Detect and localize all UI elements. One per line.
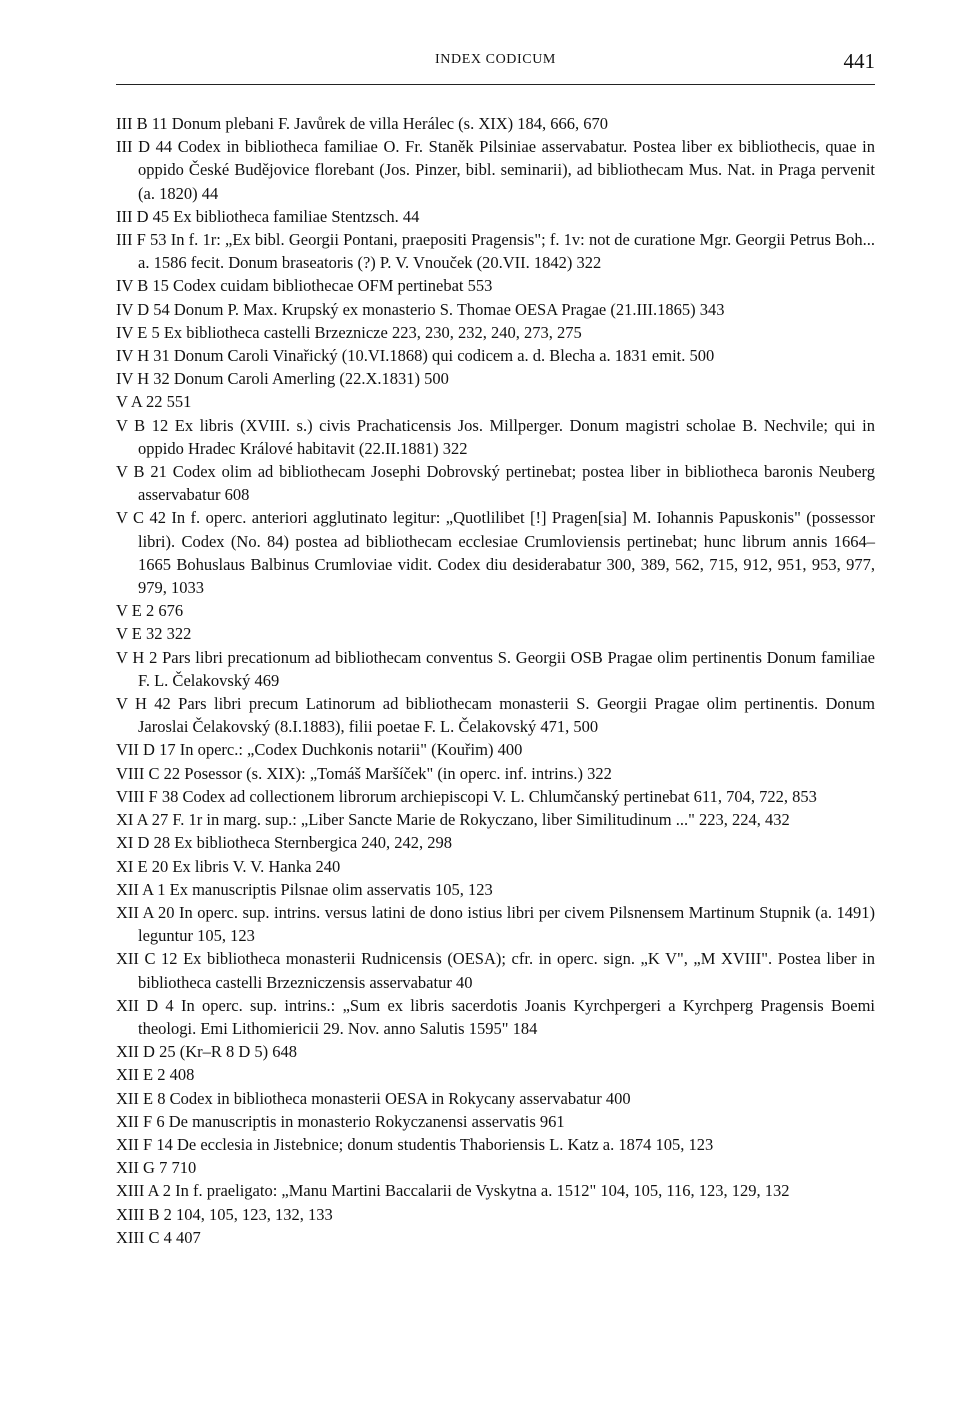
index-entry: XII E 8 Codex in bibliotheca monasterii OESA in Rokycany asservabatur 400 — [116, 1088, 631, 1108]
index-entry: VIII C 22 Posessor (s. XIX): „Tomáš Maršíček" (in operc. inf. intrins.) 322 — [116, 763, 612, 783]
index-entry: XIII A 2 In f. praeligato: „Manu Martini Baccalarii de Vyskytna a. 1512" 104, 105, 116, 123, 129, 132 — [116, 1181, 790, 1201]
index-entry: IV H 31 Donum Caroli Vinařický (10.VI.1868) qui codicem a. d. Blecha a. 1831 emit. 500 — [116, 346, 715, 366]
index-entry: XII D 4 In operc. sup. intrins.: „Sum ex libris sacerdotis Joanis Kyrchpergeri a Kyrchperg Pragensis Boemi theologi. Emi Lithomiericii 29. Nov. anno Salutis 1595" 184 — [116, 995, 875, 1038]
index-entry: XI D 28 Ex bibliotheca Sternbergica 240, 242, 298 — [116, 833, 453, 853]
index-entry: XII D 25 (Kr–R 8 D 5) 648 — [116, 1042, 298, 1062]
index-entry: III D 45 Ex bibliotheca familiae Stentzsch. 44 — [116, 206, 420, 226]
index-entry: IV E 5 Ex bibliotheca castelli Brzeznicze 223, 230, 232, 240, 273, 275 — [116, 322, 582, 342]
index-entry: IV H 32 Donum Caroli Amerling (22.X.1831) 500 — [116, 369, 449, 389]
index-entry: III B 11 Donum plebani F. Javůrek de villa Herálec (s. XIX) 184, 666, 670 — [116, 114, 609, 133]
index-entry: IV B 15 Codex cuidam bibliothecae OFM pertinebat 553 — [116, 276, 493, 296]
index-entry: III F 53 In f. 1r: „Ex bibl. Georgii Pontani, praepositi Pragensis"; f. 1v: not de curatione Mgr. Georgii Petrus Boh... a. 1586 fecit. Donum braseatoris (?) P. V. Vnouček (20.VII. 1842) 322 — [116, 230, 875, 273]
index-entry: VII D 17 In operc.: „Codex Duchkonis notarii" (Kouřim) 400 — [116, 740, 523, 760]
header-rule — [116, 84, 875, 85]
page-number: 441 — [843, 49, 875, 73]
index-entry: XIII B 2 104, 105, 123, 132, 133 — [116, 1204, 333, 1224]
index-entry: XII G 7 710 — [116, 1158, 197, 1178]
index-entry: V C 42 In f. operc. anteriori agglutinato legitur: „Quotlilibet [!] Pragen[sia] M. Iohannis Papuskonis" (possessor libri). Codex (No. 84) postea ad bibliothecam ecclesiae Crumloviensis pertinebat; hunc librum annis 1664–1665 Bohuslaus Balbinus Crumloviae vidit. Codex diu desiderabatur 300, 389, 562, 715, 912, 951, 953, 977, 979, 1033 — [116, 508, 875, 598]
index-entry: V H 2 Pars libri precationum ad bibliothecam conventus S. Georgii OSB Pragae olim pertinentis Donum familiae F. L. Čelakovský 469 — [116, 647, 875, 690]
index-entry: VIII F 38 Codex ad collectionem librorum archiepiscopi V. L. Chlumčanský pertinebat 611, 704, 722, 853 — [116, 786, 817, 806]
index-entry: XII F 6 De manuscriptis in monasterio Rokyczanensi asservatis 961 — [116, 1111, 565, 1131]
index-entry: XIII C 4 407 — [116, 1227, 201, 1247]
page-header — [116, 50, 875, 82]
index-entry: V E 2 676 — [116, 601, 184, 621]
index-entry: XII A 20 In operc. sup. intrins. versus latini de dono istius libri per civem Pilsnensem Martinum Stupnik (a. 1491) leguntur 105, 123 — [116, 902, 875, 946]
index-entry: V B 12 Ex libris (XVIII. s.) civis Prachaticensis Jos. Millperger. Donum magistri scholae B. Nechvile; qui in oppido Hradec Králové habitavit (22.II.1881) 322 — [116, 415, 875, 458]
index-entry: XI E 20 Ex libris V. V. Hanka 240 — [116, 856, 341, 876]
index-entry: V E 32 322 — [116, 624, 192, 644]
index-entry-list — [116, 112, 875, 1249]
index-entry: V B 21 Codex olim ad bibliothecam Josephi Dobrovský pertinebat; postea liber in bibliotheca baronis Neuberg asservabatur 608 — [116, 462, 875, 505]
index-entry: V A 22 551 — [116, 392, 192, 412]
index-entry: XII E 2 408 — [116, 1065, 195, 1085]
index-entry: V H 42 Pars libri precum Latinorum ad bibliothecam monasterii S. Georgii Pragae olim pertinentis. Donum Jaroslai Čelakovský (8.I.1883), filii poetae F. L. Čelakovský 471, 500 — [116, 694, 875, 737]
index-entry: IV D 54 Donum P. Max. Krupský ex monasterio S. Thomae OESA Pragae (21.III.1865) 343 — [116, 299, 725, 319]
index-entry: XII F 14 De ecclesia in Jistebnice; donum studentis Thaboriensis L. Katz a. 1874 105, 123 — [116, 1134, 714, 1154]
running-head: INDEX CODICUM — [435, 52, 556, 67]
index-entry: III D 44 Codex in bibliotheca familiae O. Fr. Staněk Pilsiniae asservabatur. Postea liber ex bibliothecis, quae in oppido České Budějovice florebant (Jos. Pinzer, bibl. seminarii), ad bibliothecam Mus. Nat. in Praga pervenit (a. 1820) 44 — [116, 137, 875, 203]
index-entry: XI A 27 F. 1r in marg. sup.: „Liber Sancte Marie de Rokyczano, liber Similitudinum ..." 223, 224, 432 — [116, 810, 790, 830]
index-entry: XII C 12 Ex bibliotheca monasterii Rudnicensis (OESA); cfr. in operc. sign. „K V", „M XVIII". Postea liber in bibliotheca castelli Brzezniczensis asservabatur 40 — [116, 949, 875, 992]
index-entry: XII A 1 Ex manuscriptis Pilsnae olim asservatis 105, 123 — [116, 879, 493, 899]
